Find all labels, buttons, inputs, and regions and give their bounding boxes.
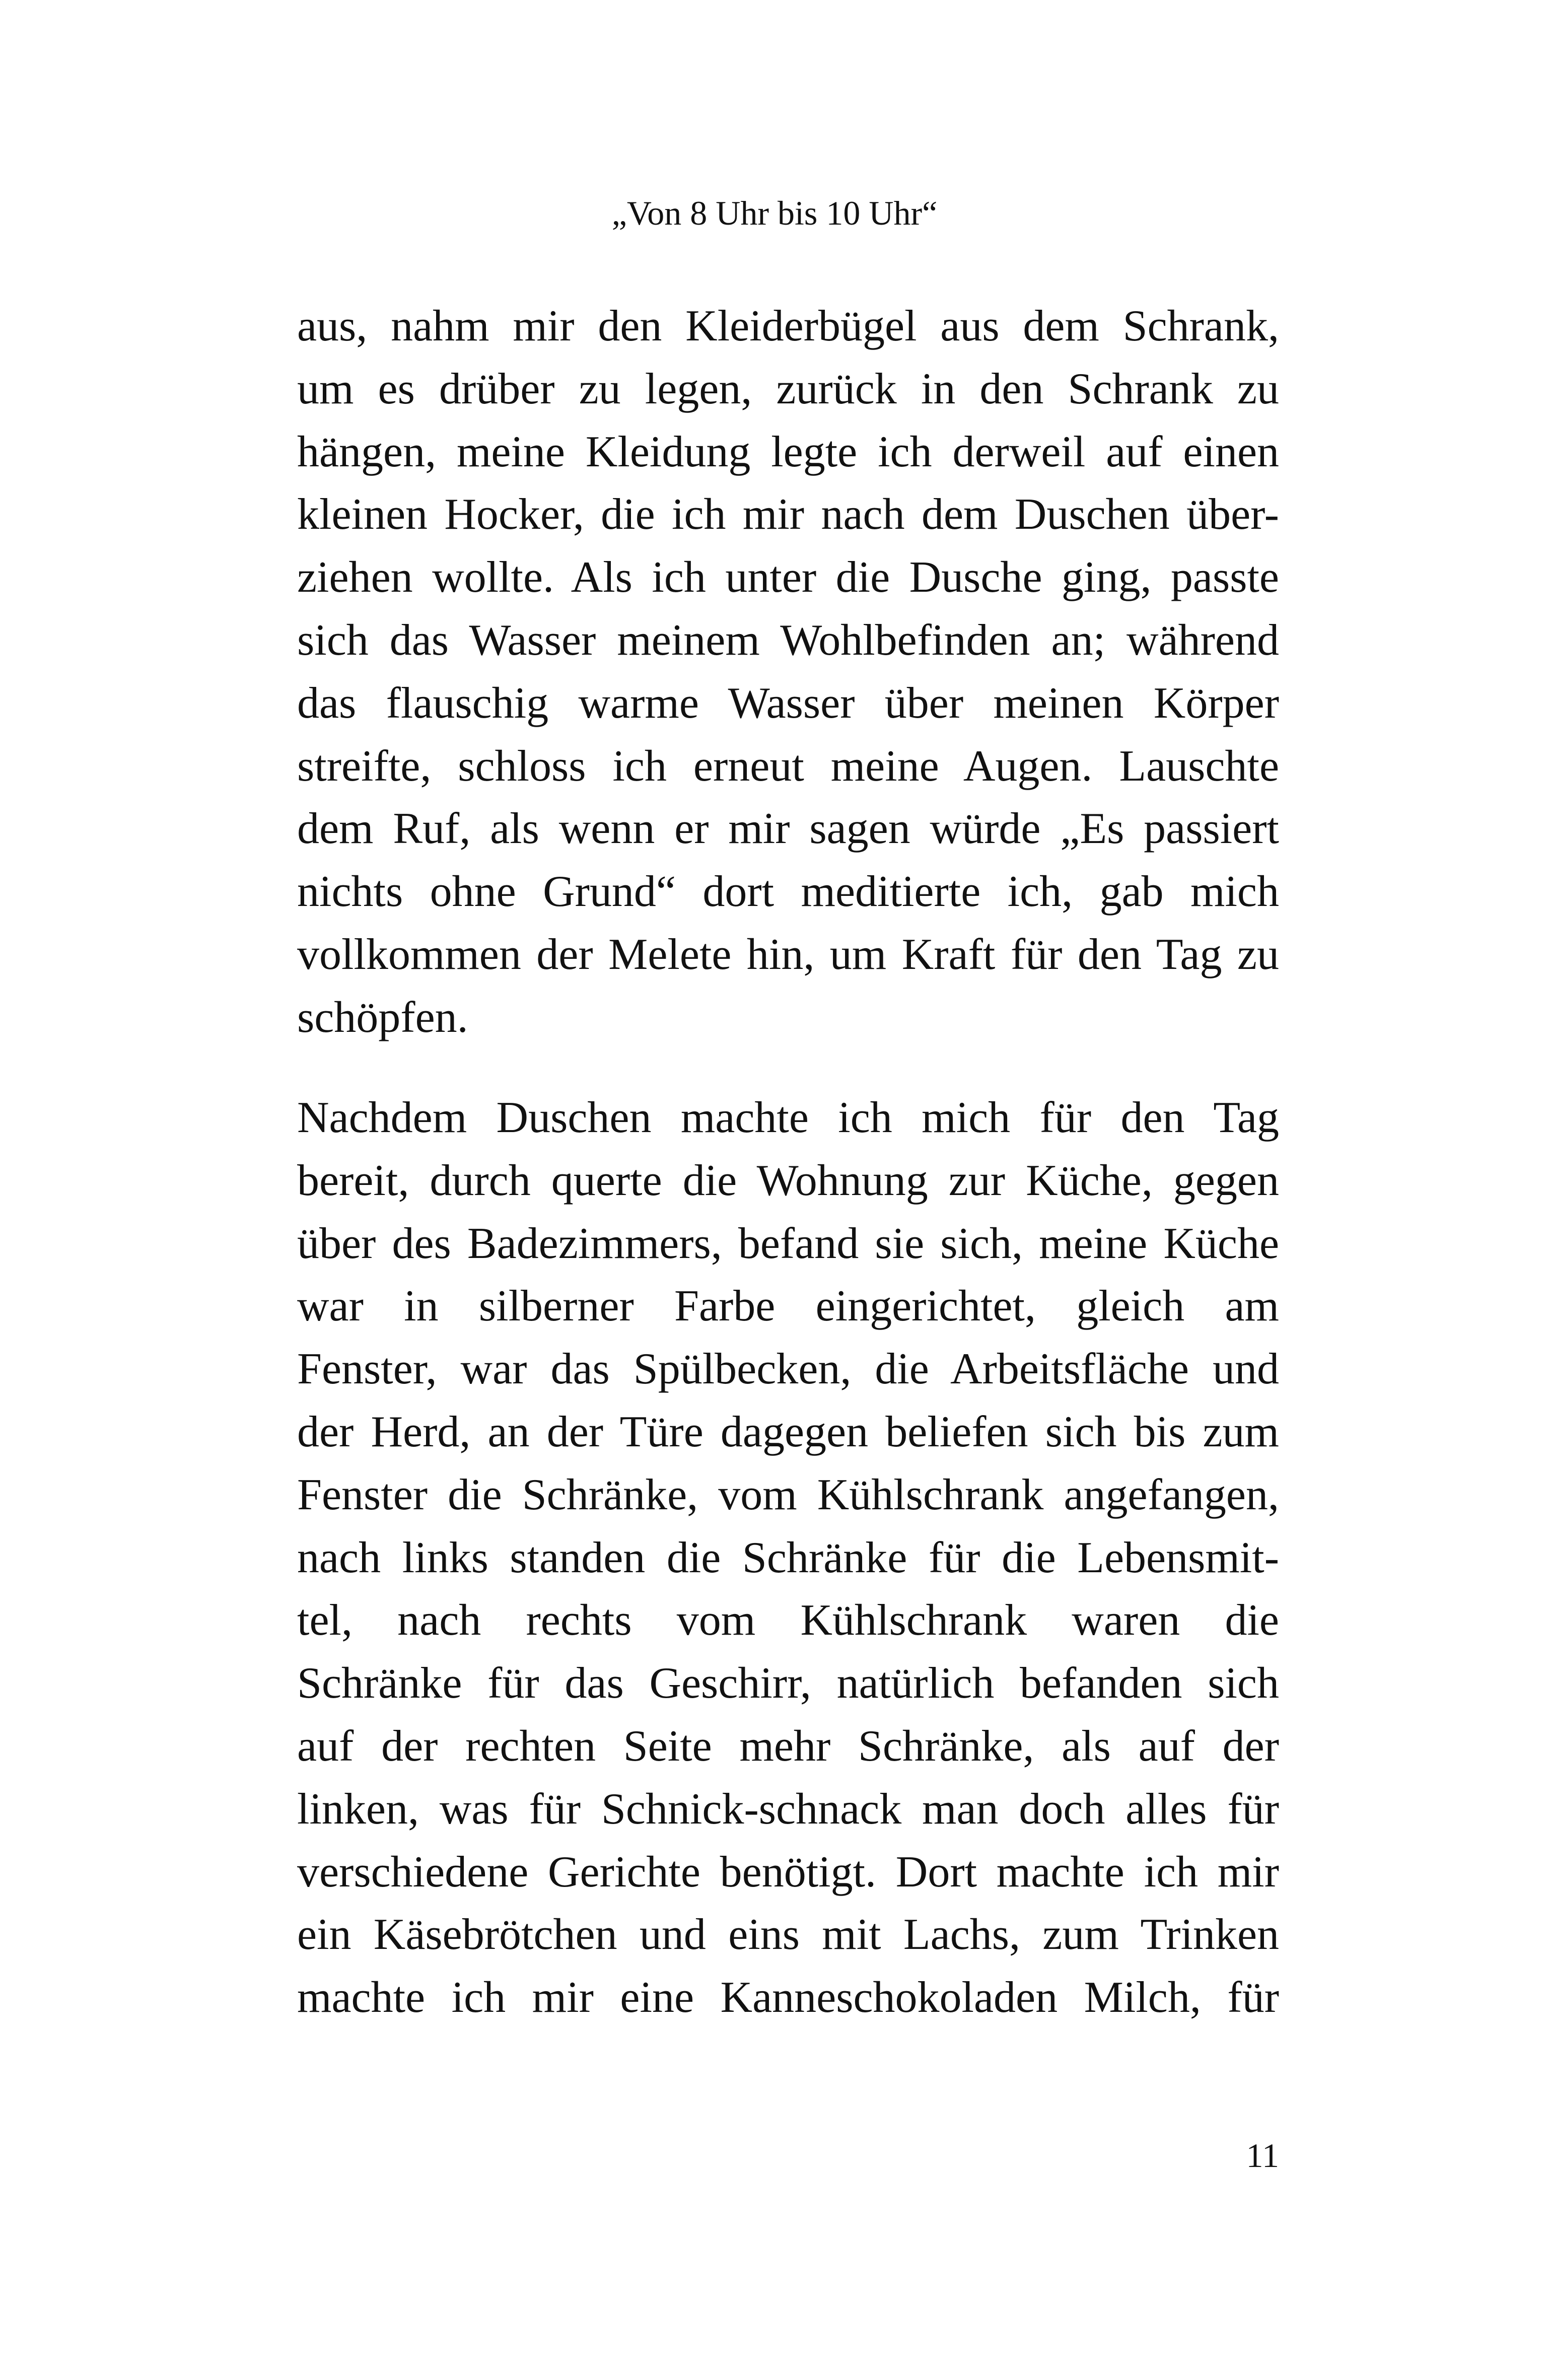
text-line: Nachdem Duschen machte ich mich für den Tag [297,1093,1279,1142]
text-line: nach links standen die Schränke für die Lebensmit- [297,1533,1279,1582]
text-line: war in silberner Farbe eingerichtet, gleich am [297,1282,1279,1331]
text-line: Fenster die Schränke, vom Kühlschrank angefangen, [297,1470,1279,1519]
paragraph-2 [297,1087,1279,2029]
text-line: sich das Wasser meinem Wohlbefinden an; während [297,615,1279,665]
text-line: ziehen wollte. Als ich unter die Dusche ging, passte [297,553,1279,602]
text-line: vollkommen der Melete hin, um Kraft für den Tag zu [297,930,1279,979]
text-line: tel, nach rechts vom Kühlschrank waren die [297,1596,1279,1645]
text-line: machte ich mir eine Kanneschokoladen Milch, für [297,1973,1279,2022]
text-line: ein Käsebrötchen und eins mit Lachs, zum Trinken [297,1910,1279,1959]
text-line: dem Ruf, als wenn er mir sagen würde „Es passiert [297,804,1279,854]
text-line: hängen, meine Kleidung legte ich derweil auf einen [297,427,1279,476]
text-line: aus, nahm mir den Kleiderbügel aus dem Schrank, [297,302,1279,351]
text-line: bereit, durch querte die Wohnung zur Küche, gegen [297,1156,1279,1205]
running-head: „Von 8 Uhr bis 10 Uhr“ [611,194,938,232]
text-line: das flauschig warme Wasser über meinen Körper [297,678,1279,728]
text-line: um es drüber zu legen, zurück in den Schrank zu [297,364,1279,413]
paragraph-1 [297,295,1279,1049]
text-line: Fenster, war das Spülbecken, die Arbeitsfläche und [297,1345,1279,1394]
text-line: auf der rechten Seite mehr Schränke, als auf der [297,1721,1279,1771]
page-number: 11 [1246,2136,1279,2175]
text-line: Schränke für das Geschirr, natürlich befanden sich [297,1659,1279,1708]
text-line: verschiedene Gerichte benötigt. Dort machte ich mir [297,1847,1279,1897]
text-line: kleinen Hocker, die ich mir nach dem Duschen über- [297,490,1279,539]
text-line: über des Badezimmers, befand sie sich, meine Küche [297,1219,1279,1268]
text-line: der Herd, an der Türe dagegen beliefen sich bis zum [297,1407,1279,1456]
text-line: schöpfen. [297,993,468,1042]
text-line: linken, was für Schnick-schnack man doch alles für [297,1784,1279,1834]
text-line: nichts ohne Grund“ dort meditierte ich, gab mich [297,867,1279,917]
text-line: streifte, schloss ich erneut meine Augen. Lauschte [297,741,1279,791]
